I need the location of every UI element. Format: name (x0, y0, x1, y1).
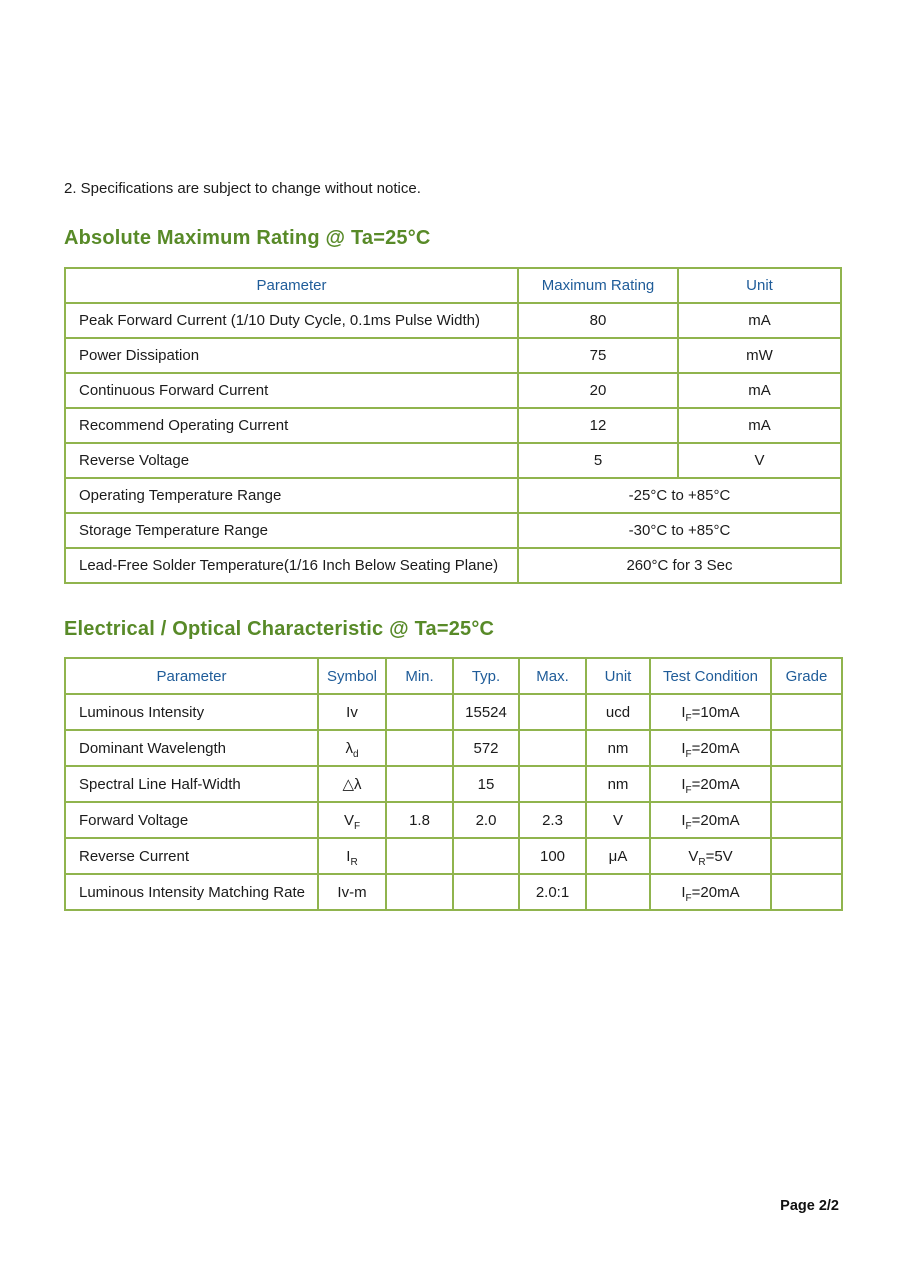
cell-unit: mW (678, 338, 841, 373)
symbol-subscript: R (350, 856, 358, 868)
amr-header-unit: Unit (678, 268, 841, 303)
cell-max (519, 694, 586, 730)
cell-parameter: Peak Forward Current (1/10 Duty Cycle, 0.1ms Pulse Width) (65, 303, 518, 338)
eoc-header-typ: Typ. (453, 658, 519, 694)
amr-header-maximum-rating: Maximum Rating (518, 268, 678, 303)
cell-grade (771, 874, 842, 910)
eoc-header-max: Max. (519, 658, 586, 694)
cell-test-condition (650, 730, 771, 766)
cell-parameter: Power Dissipation (65, 338, 518, 373)
tc-subscript: F (685, 712, 692, 724)
cell-min (386, 874, 453, 910)
cell-min (386, 766, 453, 802)
cell-unit: mA (678, 408, 841, 443)
tc-subscript: F (685, 748, 692, 760)
cell-maximum-rating: 75 (518, 338, 678, 373)
cell-max: 2.3 (519, 802, 586, 838)
tc-text: I (681, 739, 686, 757)
eoc-row-dominant-wavelength (65, 730, 842, 766)
cell-merged-value: -25°C to +85°C (518, 478, 841, 513)
amr-row-storage-temperature-range (65, 513, 841, 548)
symbol-text: Iv (346, 703, 358, 721)
eoc-row-reverse-current (65, 838, 842, 874)
cell-max (519, 766, 586, 802)
electrical-optical-characteristic-title: Electrical / Optical Characteristic @ Ta=25°C (64, 618, 495, 640)
symbol-subscript: d (352, 748, 359, 760)
tc-value: =20mA (691, 739, 740, 757)
cell-grade (771, 838, 842, 874)
cell-merged-value: -30°C to +85°C (518, 513, 841, 548)
cell-parameter: Continuous Forward Current (65, 373, 518, 408)
cell-max: 100 (519, 838, 586, 874)
cell-typ (453, 838, 519, 874)
eoc-header-test-condition: Test Condition (650, 658, 771, 694)
cell-typ: 2.0 (453, 802, 519, 838)
cell-parameter: Forward Voltage (65, 802, 318, 838)
cell-parameter: Recommend Operating Current (65, 408, 518, 443)
cell-test-condition (650, 766, 771, 802)
cell-unit: mA (678, 373, 841, 408)
cell-unit: V (678, 443, 841, 478)
eoc-header-unit: Unit (586, 658, 650, 694)
eoc-row-luminous-intensity-matching-rate (65, 874, 842, 910)
cell-symbol (318, 838, 386, 874)
tc-value: =20mA (691, 883, 740, 901)
symbol-text: I (346, 847, 351, 865)
cell-maximum-rating: 12 (518, 408, 678, 443)
cell-test-condition (650, 874, 771, 910)
cell-parameter: Storage Temperature Range (65, 513, 518, 548)
cell-parameter: Lead-Free Solder Temperature(1/16 Inch Below Seating Plane) (65, 548, 518, 583)
cell-maximum-rating: 80 (518, 303, 678, 338)
cell-parameter: Luminous Intensity (65, 694, 318, 730)
cell-unit: nm (586, 730, 650, 766)
symbol-subscript: F (353, 820, 361, 832)
cell-test-condition (650, 694, 771, 730)
cell-unit: μA (586, 838, 650, 874)
tc-subscript: F (685, 820, 692, 832)
cell-symbol (318, 766, 386, 802)
cell-parameter: Luminous Intensity Matching Rate (65, 874, 318, 910)
cell-min: 1.8 (386, 802, 453, 838)
cell-max (519, 730, 586, 766)
tc-text: I (681, 811, 686, 829)
cell-unit: ucd (586, 694, 650, 730)
eoc-header-parameter: Parameter (65, 658, 318, 694)
cell-grade (771, 730, 842, 766)
cell-symbol (318, 874, 386, 910)
cell-typ: 15524 (453, 694, 519, 730)
cell-unit: nm (586, 766, 650, 802)
cell-parameter: Spectral Line Half-Width (65, 766, 318, 802)
eoc-header-min: Min. (386, 658, 453, 694)
cell-grade (771, 802, 842, 838)
cell-test-condition (650, 802, 771, 838)
tc-value: =20mA (691, 775, 740, 793)
absolute-maximum-rating-table (64, 267, 842, 584)
tc-value: =10mA (691, 703, 740, 721)
amr-row-operating-temperature-range (65, 478, 841, 513)
cell-maximum-rating: 20 (518, 373, 678, 408)
cell-symbol (318, 802, 386, 838)
tc-value: =5V (705, 847, 733, 865)
cell-unit (586, 874, 650, 910)
tc-subscript: F (685, 784, 692, 796)
cell-parameter: Reverse Current (65, 838, 318, 874)
spec-change-note: 2. Specifications are subject to change without notice. (64, 180, 421, 197)
amr-row-reverse-voltage (65, 443, 841, 478)
tc-text: I (681, 703, 686, 721)
eoc-header-grade: Grade (771, 658, 842, 694)
cell-max: 2.0:1 (519, 874, 586, 910)
cell-parameter: Operating Temperature Range (65, 478, 518, 513)
cell-grade (771, 694, 842, 730)
cell-typ (453, 874, 519, 910)
symbol-text: △λ (342, 776, 362, 793)
cell-unit: mA (678, 303, 841, 338)
amr-row-continuous-forward-current (65, 373, 841, 408)
amr-row-peak-forward-current (65, 303, 841, 338)
cell-min (386, 838, 453, 874)
cell-merged-value: 260°C for 3 Sec (518, 548, 841, 583)
cell-test-condition (650, 838, 771, 874)
page-number: Page 2/2 (780, 1198, 839, 1214)
tc-value: =20mA (691, 811, 740, 829)
amr-row-lead-free-solder-temperature (65, 548, 841, 583)
tc-subscript: F (685, 892, 692, 904)
cell-parameter: Reverse Voltage (65, 443, 518, 478)
tc-text: V (688, 847, 699, 865)
eoc-row-forward-voltage (65, 802, 842, 838)
electrical-optical-characteristic-table (64, 657, 843, 911)
symbol-text: Iv-m (337, 883, 367, 901)
cell-unit: V (586, 802, 650, 838)
eoc-row-spectral-line-half-width (65, 766, 842, 802)
cell-typ: 572 (453, 730, 519, 766)
symbol-text: V (343, 811, 354, 829)
cell-symbol (318, 730, 386, 766)
cell-symbol (318, 694, 386, 730)
cell-typ: 15 (453, 766, 519, 802)
cell-parameter: Dominant Wavelength (65, 730, 318, 766)
amr-row-power-dissipation (65, 338, 841, 373)
eoc-header-symbol: Symbol (318, 658, 386, 694)
amr-row-recommend-operating-current (65, 408, 841, 443)
amr-header-parameter: Parameter (65, 268, 518, 303)
amr-header-row (65, 268, 841, 303)
absolute-maximum-rating-title: Absolute Maximum Rating @ Ta=25°C (64, 227, 431, 249)
eoc-row-luminous-intensity (65, 694, 842, 730)
cell-grade (771, 766, 842, 802)
cell-min (386, 730, 453, 766)
tc-text: I (681, 775, 686, 793)
cell-maximum-rating: 5 (518, 443, 678, 478)
eoc-header-row (65, 658, 842, 694)
symbol-text: λ (345, 739, 353, 757)
tc-subscript: R (698, 856, 706, 868)
tc-text: I (681, 883, 686, 901)
cell-min (386, 694, 453, 730)
